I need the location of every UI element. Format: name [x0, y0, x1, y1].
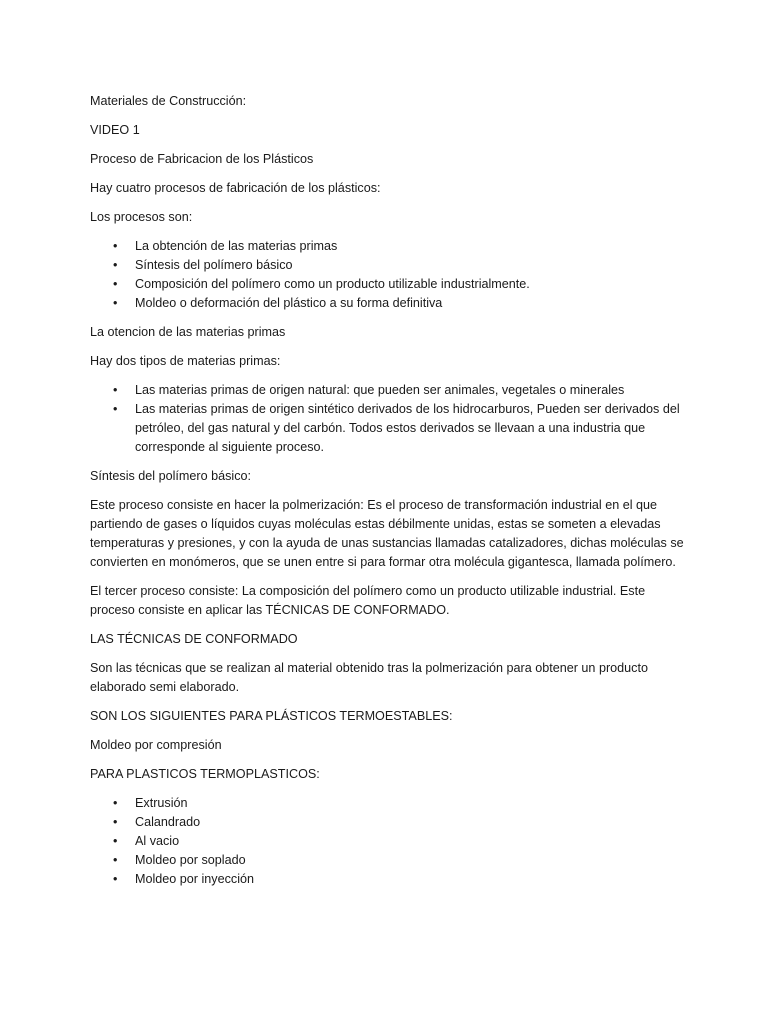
list-item: [90, 381, 690, 400]
document-title: Materiales de Construcción:: [90, 94, 247, 108]
bullet-icon: •: [113, 853, 118, 867]
bullet-icon: •: [113, 296, 118, 310]
thermoset-heading: SON LOS SIGUIENTES PARA PLÁSTICOS TERMOESTABLES:: [90, 709, 453, 723]
bullet-icon: •: [113, 277, 118, 291]
processes-label: Los procesos son:: [90, 210, 193, 224]
section-heading-synthesis: Síntesis del polímero básico:: [90, 469, 252, 483]
list-item: [90, 870, 690, 889]
list-item-text: Las materias primas de origen natural: que pueden ser animales, vegetales o minerales: [135, 383, 625, 397]
bullet-icon: •: [113, 258, 118, 272]
bullet-icon: •: [113, 796, 118, 810]
thermoplastic-list: [90, 794, 690, 889]
bullet-icon: •: [113, 815, 118, 829]
list-item: [90, 294, 690, 313]
section-body-techniques: Son las técnicas que se realizan al material obtenido tras la polmerización para obtener un producto elaborado semi elaborado.: [90, 661, 648, 694]
thermoplastic-heading: PARA PLASTICOS TERMOPLASTICOS:: [90, 767, 320, 781]
list-item: [90, 794, 690, 813]
intro-text: Hay cuatro procesos de fabricación de los plásticos:: [90, 181, 381, 195]
thermoset-item: Moldeo por compresión: [90, 738, 222, 752]
list-item-text: Moldeo por soplado: [135, 853, 246, 867]
list-item: [90, 237, 690, 256]
list-item-text: Composición del polímero como un producto utilizable industrialmente.: [135, 277, 530, 291]
list-item-text: Síntesis del polímero básico: [135, 258, 293, 272]
raw-materials-list: [90, 381, 690, 457]
bullet-icon: •: [113, 239, 118, 253]
list-item: [90, 275, 690, 294]
list-item-text: Calandrado: [135, 815, 201, 829]
section-heading-techniques: LAS TÉCNICAS DE CONFORMADO: [90, 632, 298, 646]
list-item-text: Extrusión: [135, 796, 188, 810]
section-body-composition: El tercer proceso consiste: La composición del polímero como un producto utilizable industrial. Este proceso consiste en aplicar las TÉCNICAS DE CONFORMADO.: [90, 584, 646, 617]
list-item-text: Al vacio: [135, 834, 180, 848]
section-intro-raw-materials: Hay dos tipos de materias primas:: [90, 354, 281, 368]
list-item-text: La obtención de las materias primas: [135, 239, 338, 253]
section-heading-raw-materials: La otencion de las materias primas: [90, 325, 286, 339]
list-item: [90, 832, 690, 851]
bullet-icon: •: [113, 834, 118, 848]
list-item-text: Las materias primas de origen sintético derivados de los hidrocarburos, Pueden ser derivados del petróleo, del gas natural y del carbón. Todos estos derivados se llevaan a una industria que corresponde al siguiente proceso.: [135, 402, 680, 454]
list-item-text: Moldeo o deformación del plástico a su forma definitiva: [135, 296, 443, 310]
list-item: [90, 256, 690, 275]
section-body-synthesis: Este proceso consiste en hacer la polmerización: Es el proceso de transformación industrial en el que partiendo de gases o líquidos cuyas moléculas estas débilmente unidas, estas se someten a elevadas temperaturas y presiones, y con la ayuda de unas sustancias llamadas catalizadores, dichas moléculas se convierten en monómeros, que se unen entre si para formar otra molécula gigantesca, llamada polímero.: [90, 498, 684, 569]
bullet-icon: •: [113, 872, 118, 886]
list-item: [90, 813, 690, 832]
list-item: [90, 851, 690, 870]
subject-heading: Proceso de Fabricacion de los Plásticos: [90, 152, 314, 166]
document-page: [90, 92, 690, 899]
video-label: VIDEO 1: [90, 123, 140, 137]
bullet-icon: •: [113, 383, 118, 397]
bullet-icon: •: [113, 402, 118, 416]
list-item-text: Moldeo por inyección: [135, 872, 255, 886]
processes-list: [90, 237, 690, 313]
list-item: [90, 400, 690, 457]
